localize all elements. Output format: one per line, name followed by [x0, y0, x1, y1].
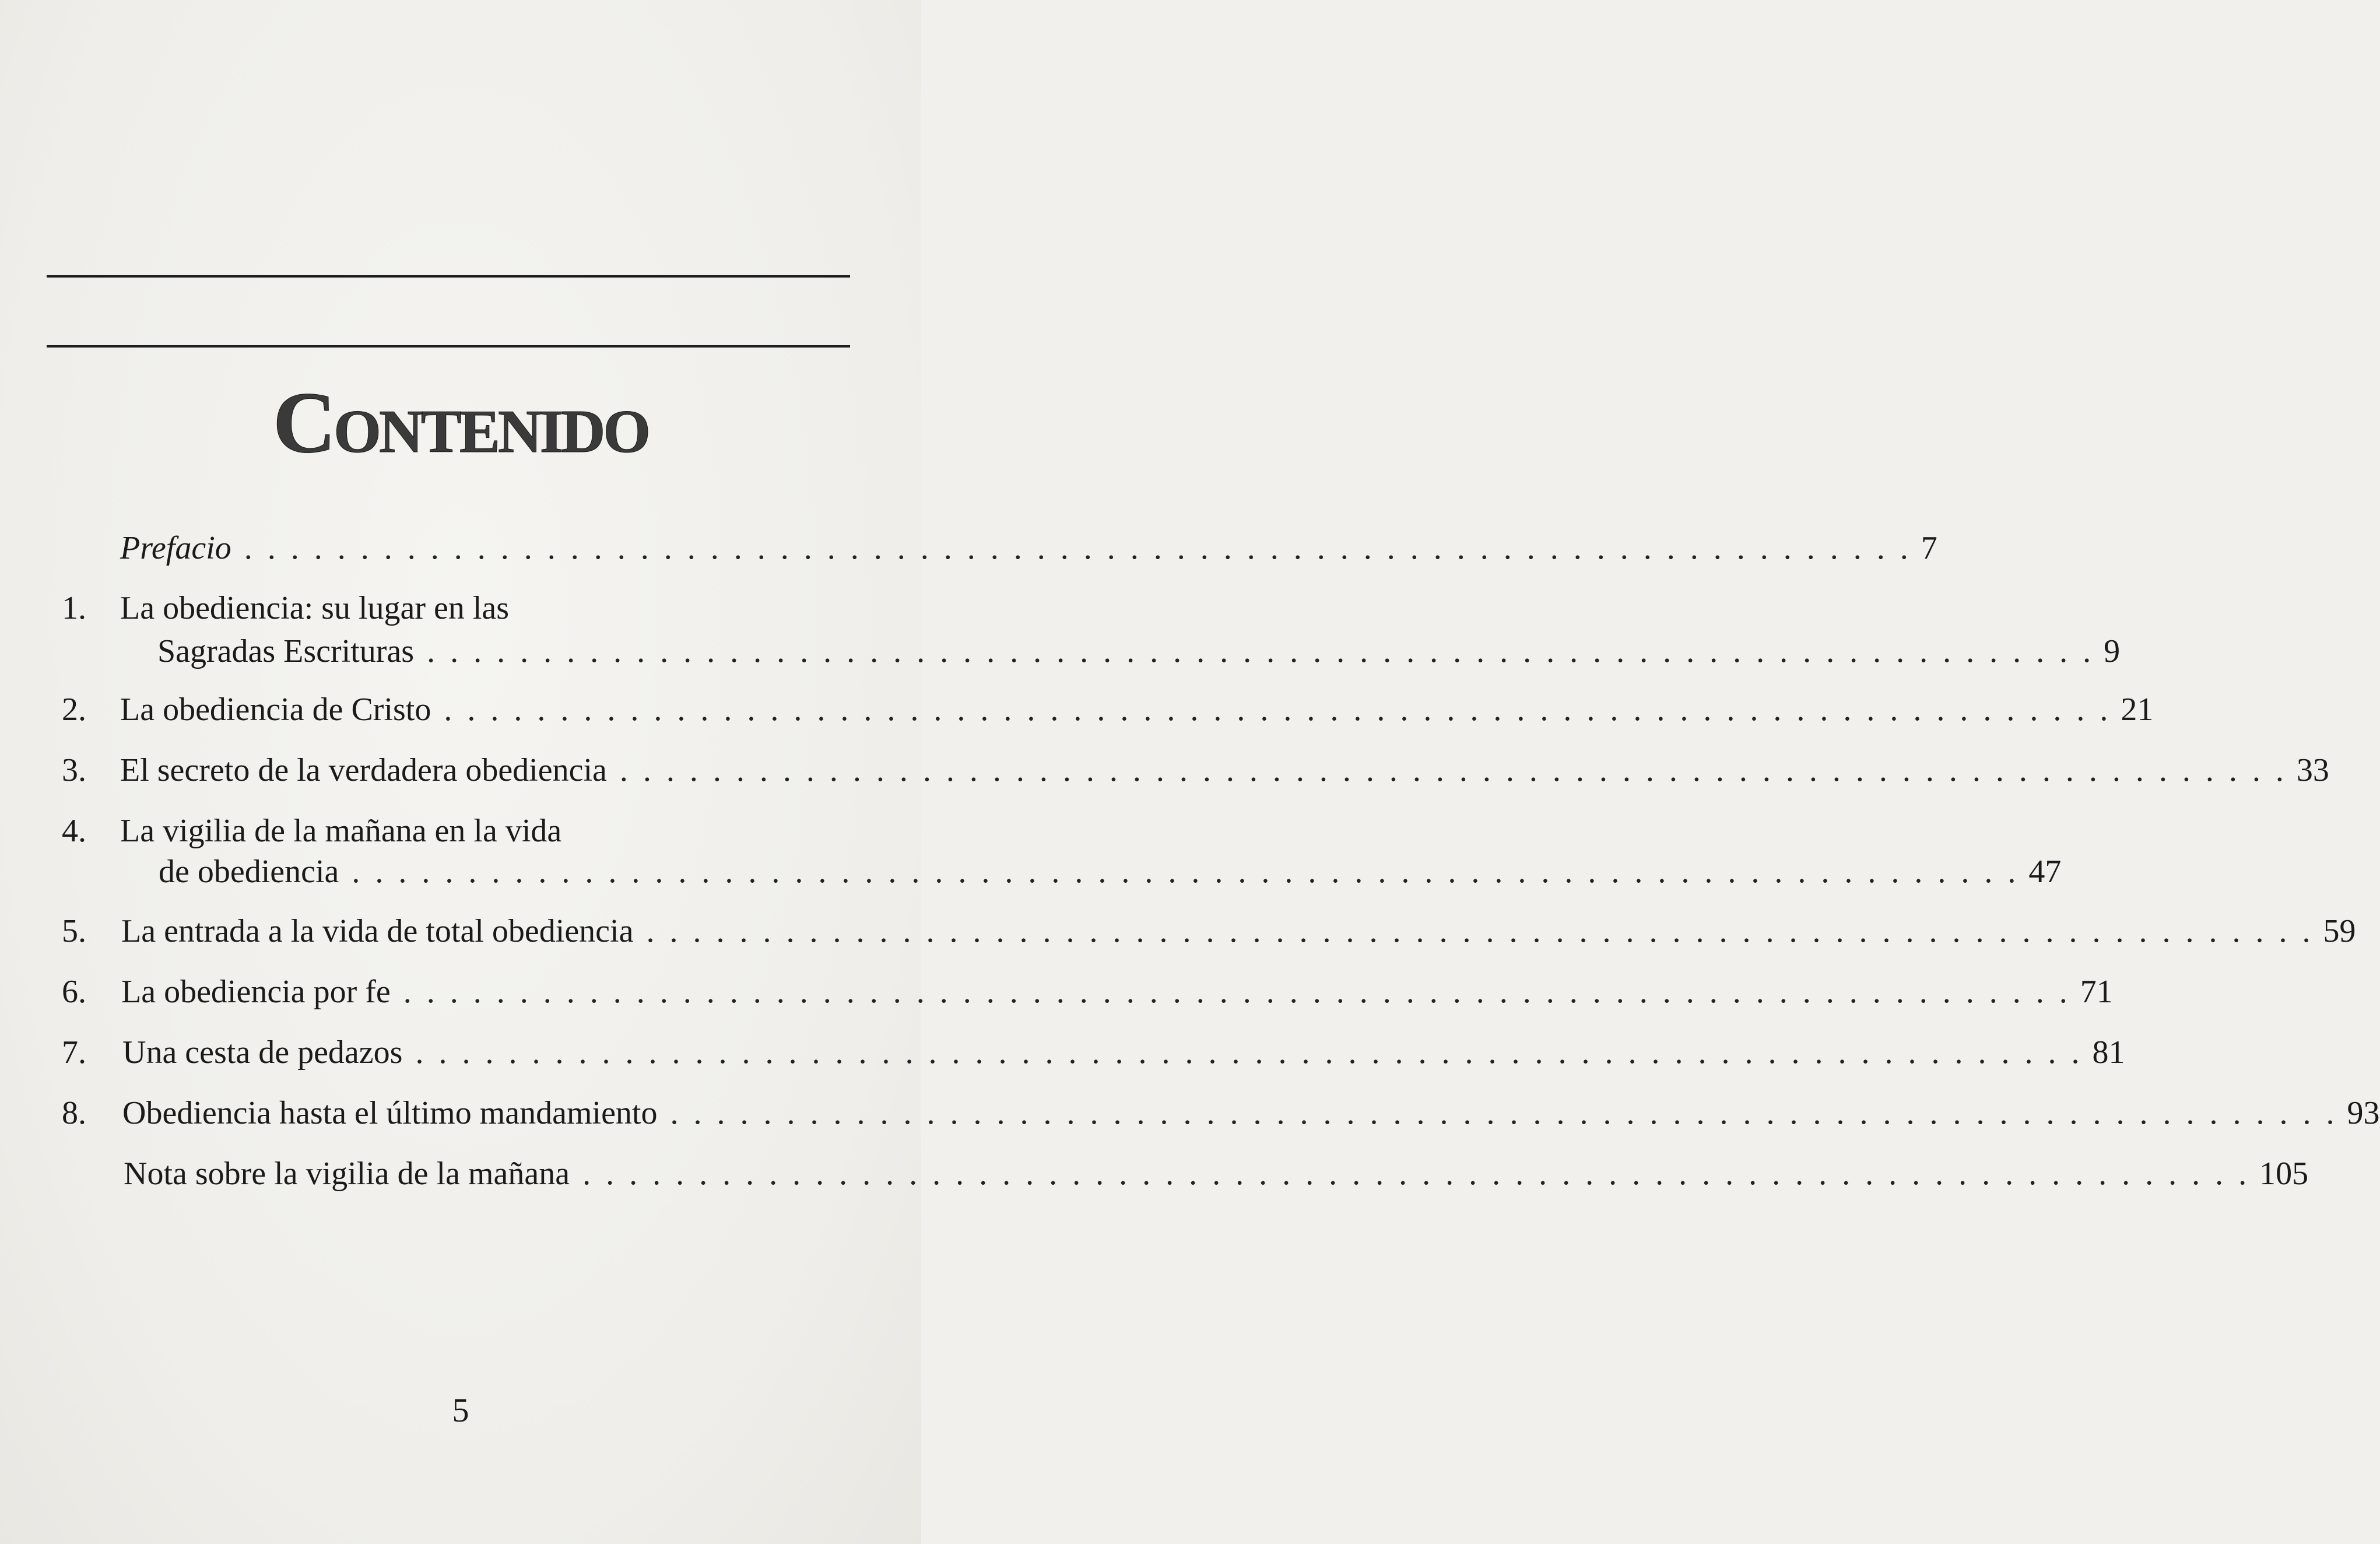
- toc-entry-title: Una cesta de pedazos: [122, 1034, 403, 1071]
- toc-page-number: 71: [2080, 974, 2113, 1010]
- toc-page-number: 59: [2323, 913, 2356, 949]
- page-number: 5: [452, 1391, 469, 1429]
- dot-leader: . . . . . . . . . . . . . . . . . . . . . . . . . . . . . . . . . . . . . . . . . . . . . . . . . . . . . . . . . . . . . . . . . . . . . . . .: [415, 1034, 2083, 1071]
- toc-page-number: 33: [2296, 752, 2329, 788]
- toc-page-number: 81: [2092, 1034, 2125, 1071]
- dot-leader: . . . . . . . . . . . . . . . . . . . . . . . . . . . . . . . . . . . . . . . . . . . . . . . . . . . . . . . . . . . . . . . . . . . . . . . .: [670, 1095, 2338, 1131]
- page-title: Contenido: [272, 374, 649, 471]
- toc-line: [124, 1153, 2309, 1194]
- dot-leader: . . . . . . . . . . . . . . . . . . . . . . . . . . . . . . . . . . . . . . . . . . . . . . . . . . . . . . . . . . . . . . . . . . . . . . . .: [444, 692, 2112, 728]
- toc-page-number: 47: [2028, 854, 2062, 890]
- toc-line: [121, 971, 2113, 1012]
- toc-entry-title: La obediencia de Cristo: [120, 692, 431, 728]
- toc-entry-title: El secreto de la verdadera obediencia: [120, 752, 607, 788]
- toc-entry-number: 6.: [62, 974, 86, 1010]
- toc-line: [120, 810, 561, 851]
- toc-entry-title: La entrada a la vida de total obediencia: [121, 913, 634, 949]
- toc-page-number: 9: [2104, 633, 2121, 669]
- toc-page-number: 7: [1921, 530, 1937, 566]
- second-rule: [47, 345, 850, 348]
- toc-page-number: 105: [2259, 1156, 2309, 1192]
- toc-entry-number: 7.: [62, 1034, 86, 1071]
- toc-entry-number: 8.: [62, 1095, 86, 1131]
- toc-line: [122, 1032, 2125, 1073]
- toc-entry-title: La vigilia de la mañana en la vida: [120, 813, 562, 849]
- toc-entry-title: La obediencia por fe: [121, 974, 391, 1010]
- toc-entry-title: La obediencia: su lugar en las: [120, 590, 510, 626]
- toc-entry-title: Prefacio: [120, 530, 231, 566]
- toc-entry-number: 2.: [62, 692, 86, 728]
- top-rule: [47, 275, 850, 278]
- toc-line: [120, 588, 509, 629]
- toc-entry-number: 1.: [62, 590, 86, 626]
- toc-page-number: 93: [2347, 1095, 2380, 1131]
- dot-leader: . . . . . . . . . . . . . . . . . . . . . . . . . . . . . . . . . . . . . . . . . . . . . . . . . . . . . . . . . . . . . . . . . . . . . . . .: [646, 913, 2314, 949]
- dot-leader: . . . . . . . . . . . . . . . . . . . . . . . . . . . . . . . . . . . . . . . . . . . . . . . . . . . . . . . . . . . . . . . . . . . . . . . .: [352, 854, 2020, 890]
- toc-line: [121, 911, 2356, 952]
- dot-leader: . . . . . . . . . . . . . . . . . . . . . . . . . . . . . . . . . . . . . . . . . . . . . . . . . . . . . . . . . . . . . . . . . . . . . . . .: [403, 974, 2071, 1010]
- toc-entry-title-continued: Sagradas Escrituras: [157, 633, 415, 669]
- toc-line-continued: [157, 631, 2121, 672]
- toc-entry-number: 5.: [62, 913, 86, 949]
- dot-leader: . . . . . . . . . . . . . . . . . . . . . . . . . . . . . . . . . . . . . . . . . . . . . . . . . . . . . . . . . . . . . . . . . . . . . . . .: [619, 752, 2287, 788]
- dot-leader: . . . . . . . . . . . . . . . . . . . . . . . . . . . . . . . . . . . . . . . . . . . . . . . . . . . . . . . . . . . . . . . . . . . . . . . .: [427, 633, 2095, 669]
- toc-line: [122, 1093, 2380, 1134]
- toc-line: [120, 689, 2154, 730]
- toc-entry-number: 3.: [62, 752, 86, 788]
- toc-line-continued: [159, 851, 2062, 892]
- toc-entry-title: Nota sobre la vigilia de la mañana: [124, 1156, 570, 1192]
- toc-line: [120, 750, 2329, 791]
- dot-leader: . . . . . . . . . . . . . . . . . . . . . . . . . . . . . . . . . . . . . . . . . . . . . . . . . . . . . . . . . . . . . . . . . . . . . . . .: [244, 530, 1912, 566]
- toc-line: [120, 528, 1937, 569]
- dot-leader: . . . . . . . . . . . . . . . . . . . . . . . . . . . . . . . . . . . . . . . . . . . . . . . . . . . . . . . . . . . . . . . . . . . . . . . .: [582, 1156, 2251, 1192]
- toc-entry-title: Obediencia hasta el último mandamiento: [122, 1095, 658, 1131]
- toc-entry-title-continued: de obediencia: [159, 854, 339, 890]
- toc-page-number: 21: [2121, 692, 2154, 728]
- toc-entry-number: 4.: [62, 813, 86, 849]
